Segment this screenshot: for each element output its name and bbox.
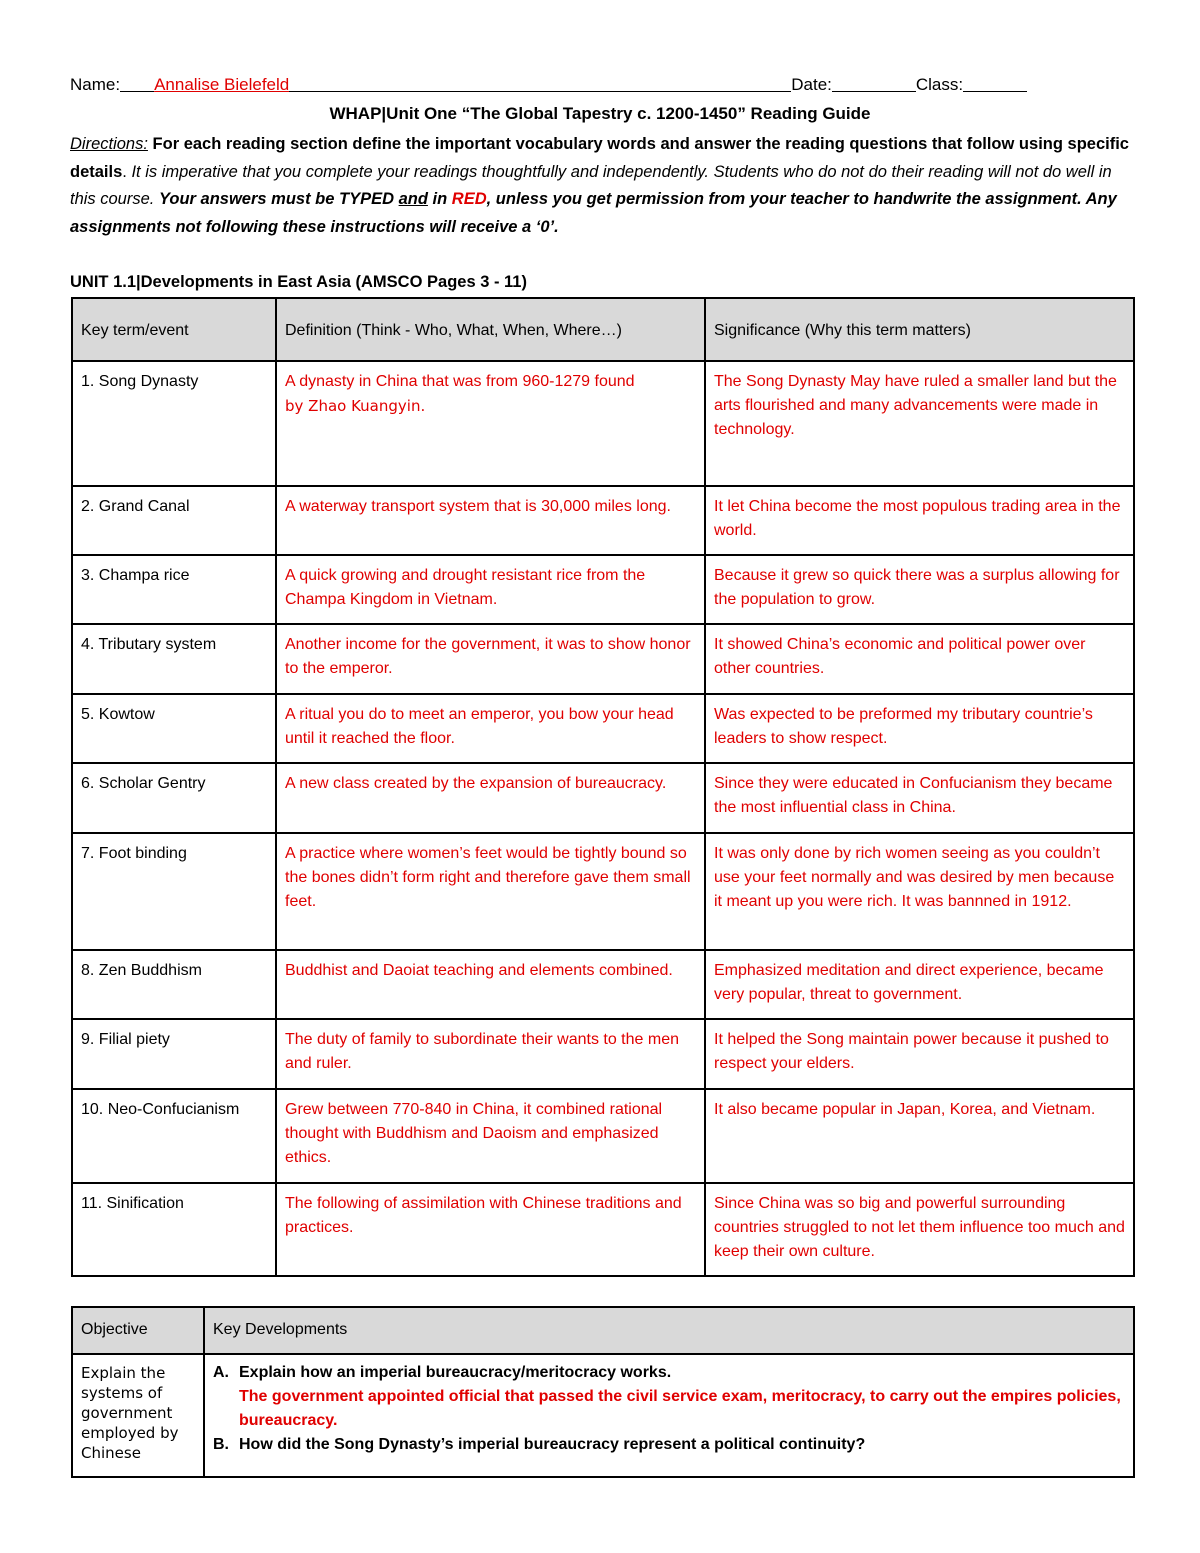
directions-italic-1: It is imperative that you complete your readings thoughtfully and independently. Students who do not do their reading will not do well in this course.	[70, 162, 1112, 208]
directions-bold-italic-1: Your answers must be TYPED	[158, 190, 399, 208]
date-label: Date:	[791, 75, 832, 94]
table-row	[72, 555, 1134, 624]
table-row	[72, 361, 1134, 486]
objective-header-row	[72, 1307, 1134, 1354]
directions-in-word: in	[427, 190, 452, 208]
definition-cell[interactable]: Grew between 770-840 in China, it combined rational thought with Buddhism and Daoism and emphasized ethics.	[276, 1089, 705, 1183]
class-blank[interactable]	[963, 75, 1027, 92]
key-developments-cell	[204, 1354, 1134, 1477]
directions-bold-italic-2: , unless you get permission from your teacher to handwrite the assignment. Any assignments not following these instructions will receive a ‘0’.	[70, 190, 1117, 236]
significance-cell[interactable]: Since they were educated in Confucianism they became the most influential class in China.	[705, 763, 1134, 833]
definition-cell[interactable]: A ritual you do to meet an emperor, you bow your head until it reached the floor.	[276, 694, 705, 763]
significance-cell[interactable]: It helped the Song maintain power because it pushed to respect your elders.	[705, 1019, 1134, 1089]
header-definition: Definition (Think - Who, What, When, Where…)	[276, 298, 705, 361]
significance-cell[interactable]: Because it grew so quick there was a surplus allowing for the population to grow.	[705, 555, 1134, 624]
date-blank[interactable]	[832, 75, 916, 92]
unit-heading: UNIT 1.1|Developments in East Asia (AMSCO Pages 3 - 11)	[70, 273, 527, 291]
significance-cell[interactable]: It showed China’s economic and political power over other countries.	[705, 624, 1134, 694]
header-key-term: Key term/event	[72, 298, 276, 361]
definition-cell[interactable]: The following of assimilation with Chinese traditions and practices.	[276, 1183, 705, 1276]
definition-cell[interactable]	[276, 361, 705, 486]
term-cell: 3. Champa rice	[72, 555, 276, 624]
name-label: Name:	[70, 75, 121, 94]
item-answer[interactable]: The government appointed official that passed the civil service exam, meritocracy, to carry out the empires policies, bureaucracy.	[239, 1388, 1121, 1429]
definition-text: A dynasty in China that was from 960-1279 found	[285, 373, 635, 390]
directions-red-word: RED	[451, 190, 487, 208]
definition-cell[interactable]: Another income for the government, it was to show honor to the emperor.	[276, 624, 705, 694]
student-name[interactable]: Annalise Bielefeld	[154, 75, 290, 94]
directions-paragraph	[70, 131, 1130, 241]
significance-cell[interactable]: It was only done by rich women seeing as you couldn’t use your feet normally and was desired by men because it meant up you were rich. It was bannned in 1912.	[705, 833, 1134, 950]
table-row	[72, 1019, 1134, 1089]
table-row	[72, 763, 1134, 833]
item-question: Explain how an imperial bureaucracy/meritocracy works.	[239, 1364, 672, 1381]
table-row	[72, 1183, 1134, 1276]
name-blank-trail	[289, 75, 791, 92]
significance-cell[interactable]: It also became popular in Japan, Korea, and Vietnam.	[705, 1089, 1134, 1183]
name-blank-lead	[120, 75, 154, 92]
vocab-header-row	[72, 298, 1134, 361]
term-cell: 7. Foot binding	[72, 833, 276, 950]
objective-cell: Explain the systems of government employed by Chinese	[72, 1354, 204, 1477]
significance-cell[interactable]: Was expected to be preformed my tributary countrie’s leaders to show respect.	[705, 694, 1134, 763]
table-row	[72, 1354, 1134, 1477]
definition-cell[interactable]: A waterway transport system that is 30,000 miles long.	[276, 486, 705, 555]
objective-table	[71, 1306, 1135, 1478]
table-row	[72, 1089, 1134, 1183]
definition-text-2: by Zhao Kuangyin.	[285, 397, 426, 415]
significance-cell[interactable]: Since China was so big and powerful surrounding countries struggled to not let them influence too much and keep their own culture.	[705, 1183, 1134, 1276]
definition-cell[interactable]: A new class created by the expansion of bureaucracy.	[276, 763, 705, 833]
table-row	[72, 486, 1134, 555]
term-cell: 6. Scholar Gentry	[72, 763, 276, 833]
item-letter: A.	[213, 1364, 229, 1381]
directions-label: Directions:	[70, 135, 148, 153]
term-cell: 8. Zen Buddhism	[72, 950, 276, 1019]
significance-cell[interactable]: The Song Dynasty May have ruled a smaller land but the arts flourished and many advancements were made in technology.	[705, 361, 1134, 486]
header-key-developments: Key Developments	[204, 1307, 1134, 1354]
term-cell: 2. Grand Canal	[72, 486, 276, 555]
term-cell: 9. Filial piety	[72, 1019, 276, 1089]
header-objective: Objective	[72, 1307, 204, 1354]
significance-cell[interactable]: Emphasized meditation and direct experience, became very popular, threat to government.	[705, 950, 1134, 1019]
table-row	[72, 694, 1134, 763]
class-label: Class:	[915, 75, 964, 94]
definition-cell[interactable]: A practice where women’s feet would be tightly bound so the bones didn’t form right and therefore gave them small feet.	[276, 833, 705, 950]
item-question: How did the Song Dynasty’s imperial bureaucracy represent a political continuity?	[239, 1436, 866, 1453]
definition-cell[interactable]: Buddhist and Daoiat teaching and elements combined.	[276, 950, 705, 1019]
list-item	[213, 1433, 1125, 1457]
term-cell: 1. Song Dynasty	[72, 361, 276, 486]
name-date-class-line	[70, 74, 1070, 96]
term-cell: 11. Sinification	[72, 1183, 276, 1276]
table-row	[72, 624, 1134, 694]
term-cell: 5. Kowtow	[72, 694, 276, 763]
vocab-table	[71, 297, 1135, 1277]
term-cell: 10. Neo-Confucianism	[72, 1089, 276, 1183]
definition-cell[interactable]: The duty of family to subordinate their wants to the men and ruler.	[276, 1019, 705, 1089]
directions-and-word: and	[398, 190, 428, 208]
table-row	[72, 833, 1134, 950]
list-item	[213, 1361, 1125, 1385]
item-letter: B.	[213, 1436, 229, 1453]
definition-cell[interactable]: A quick growing and drought resistant rice from the Champa Kingdom in Vietnam.	[276, 555, 705, 624]
table-row	[72, 950, 1134, 1019]
term-cell: 4. Tributary system	[72, 624, 276, 694]
directions-text-2: .	[122, 162, 132, 181]
header-significance: Significance (Why this term matters)	[705, 298, 1134, 361]
page-title: WHAP|Unit One “The Global Tapestry c. 1200-1450” Reading Guide	[329, 104, 871, 123]
directions-text-1: For each reading section define the important vocabulary words and answer the reading questions that follow using specific details	[70, 135, 1129, 181]
significance-cell[interactable]: It let China become the most populous trading area in the world.	[705, 486, 1134, 555]
